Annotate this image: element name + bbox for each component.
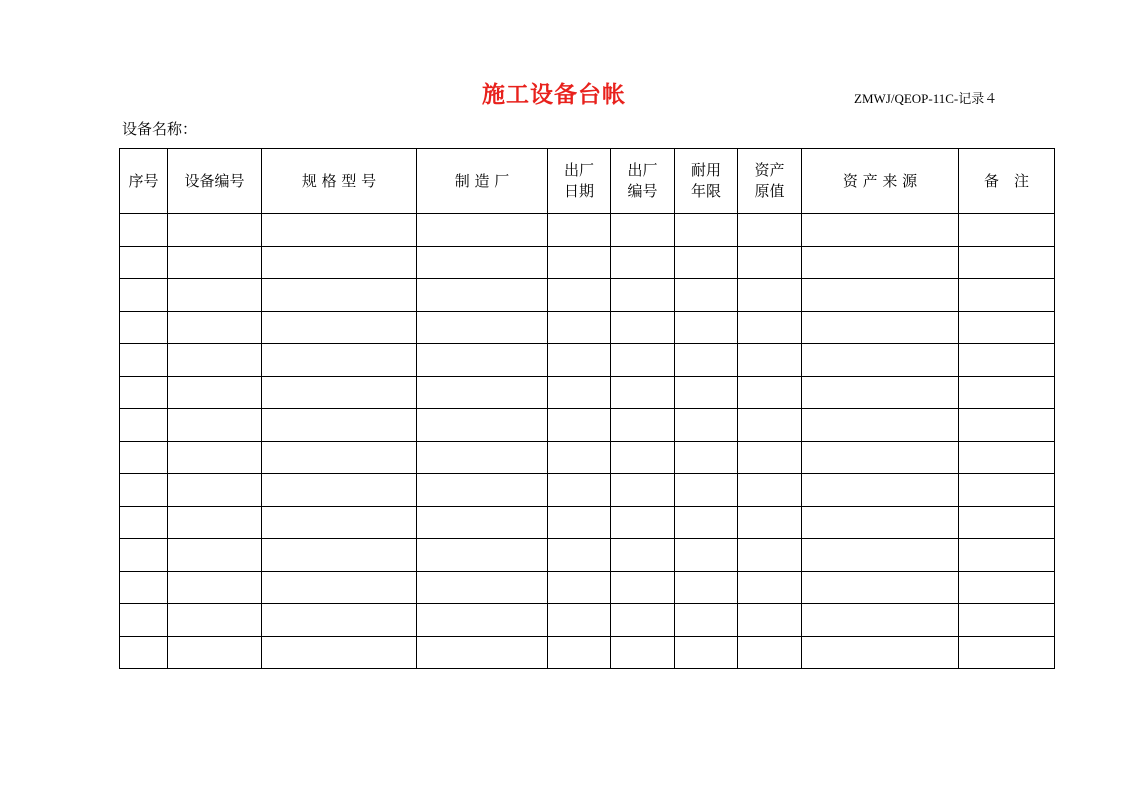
table-cell	[675, 246, 738, 279]
table-cell	[802, 604, 959, 637]
table-cell	[675, 214, 738, 247]
table-cell	[959, 246, 1055, 279]
table-cell	[802, 344, 959, 377]
column-header-text: 年限	[690, 182, 721, 200]
table-cell	[168, 409, 262, 442]
column-header-text: 备 注	[983, 171, 1029, 190]
table-cell	[168, 344, 262, 377]
table-row	[120, 214, 1055, 247]
table-cell	[611, 571, 675, 604]
column-header-text: 编号	[627, 182, 658, 200]
table-cell	[120, 474, 168, 507]
table-cell	[168, 441, 262, 474]
table-row	[120, 441, 1055, 474]
table-cell	[262, 246, 417, 279]
table-cell	[738, 409, 802, 442]
table-cell	[738, 506, 802, 539]
column-header	[168, 149, 262, 214]
table-cell	[959, 506, 1055, 539]
table-cell	[675, 376, 738, 409]
table-cell	[802, 506, 959, 539]
table-cell	[738, 376, 802, 409]
table-cell	[548, 636, 611, 669]
column-header	[959, 149, 1055, 214]
column-header	[120, 149, 168, 214]
table-cell	[611, 344, 675, 377]
table-cell	[262, 376, 417, 409]
table-cell	[802, 474, 959, 507]
table-cell	[959, 441, 1055, 474]
table-cell	[675, 279, 738, 312]
table-cell	[548, 604, 611, 637]
column-header	[675, 149, 738, 214]
table-cell	[802, 279, 959, 312]
table-cell	[417, 344, 548, 377]
table-cell	[168, 311, 262, 344]
column-header-text: 序号	[128, 171, 159, 190]
table-cell	[168, 636, 262, 669]
table-cell	[959, 344, 1055, 377]
column-header-text: 规 格 型 号	[301, 171, 377, 190]
table-cell	[548, 246, 611, 279]
table-cell	[738, 474, 802, 507]
table-cell	[168, 376, 262, 409]
table-cell	[959, 604, 1055, 637]
table-cell	[675, 409, 738, 442]
table-cell	[120, 344, 168, 377]
table-cell	[120, 604, 168, 637]
table-cell	[262, 636, 417, 669]
table-cell	[262, 506, 417, 539]
table-cell	[959, 376, 1055, 409]
table-row	[120, 376, 1055, 409]
table-cell	[262, 604, 417, 637]
document-code: ZMWJ/QEOP-11C-记录４	[854, 91, 998, 106]
table-cell	[802, 409, 959, 442]
column-header-text: 耐用	[690, 161, 721, 179]
table-cell	[611, 279, 675, 312]
table-cell	[675, 571, 738, 604]
table-cell	[168, 246, 262, 279]
column-header	[611, 149, 675, 214]
table-cell	[738, 604, 802, 637]
table-cell	[168, 279, 262, 312]
table-cell	[611, 506, 675, 539]
table-cell	[120, 376, 168, 409]
column-header	[262, 149, 417, 214]
table-cell	[738, 344, 802, 377]
table-cell	[611, 636, 675, 669]
table-cell	[417, 279, 548, 312]
table-row	[120, 506, 1055, 539]
table-cell	[959, 571, 1055, 604]
table-cell	[611, 311, 675, 344]
table-cell	[417, 539, 548, 572]
table-cell	[548, 344, 611, 377]
table-row	[120, 279, 1055, 312]
table-cell	[417, 376, 548, 409]
table-cell	[262, 311, 417, 344]
table-cell	[738, 571, 802, 604]
table-cell	[168, 604, 262, 637]
table-cell	[959, 311, 1055, 344]
table-cell	[262, 409, 417, 442]
table-cell	[959, 214, 1055, 247]
table-cell	[675, 441, 738, 474]
column-header-text: 设备编号	[184, 171, 245, 190]
table-cell	[417, 311, 548, 344]
table-cell	[120, 636, 168, 669]
table-cell	[548, 376, 611, 409]
table-cell	[959, 409, 1055, 442]
table-cell	[675, 636, 738, 669]
table-cell	[120, 571, 168, 604]
table-cell	[548, 441, 611, 474]
table-cell	[675, 344, 738, 377]
table-cell	[959, 279, 1055, 312]
table-cell	[738, 636, 802, 669]
table-cell	[738, 246, 802, 279]
table-cell	[417, 409, 548, 442]
page-title: 施工设备台帐	[482, 82, 626, 108]
table-cell	[548, 409, 611, 442]
table-row	[120, 539, 1055, 572]
table-cell	[548, 214, 611, 247]
table-row	[120, 311, 1055, 344]
table-cell	[548, 571, 611, 604]
column-header-text: 出厂	[627, 161, 658, 179]
table-cell	[168, 539, 262, 572]
table-cell	[738, 214, 802, 247]
column-header-text: 原值	[754, 182, 785, 200]
table-cell	[738, 279, 802, 312]
column-header	[417, 149, 548, 214]
table-cell	[548, 311, 611, 344]
table-cell	[802, 246, 959, 279]
equipment-ledger-table	[119, 148, 1055, 669]
table-header-row	[120, 149, 1055, 214]
table-cell	[959, 636, 1055, 669]
table-cell	[120, 279, 168, 312]
table-cell	[802, 571, 959, 604]
table-cell	[120, 506, 168, 539]
table-cell	[802, 376, 959, 409]
column-header	[738, 149, 802, 214]
table-cell	[120, 409, 168, 442]
table-cell	[611, 214, 675, 247]
table-cell	[120, 311, 168, 344]
table-cell	[611, 474, 675, 507]
table-cell	[675, 539, 738, 572]
column-header-text: 出厂	[563, 161, 594, 179]
table-cell	[120, 539, 168, 572]
table-cell	[675, 506, 738, 539]
table-cell	[611, 246, 675, 279]
table-row	[120, 571, 1055, 604]
column-header-text: 资 产 来 源	[842, 171, 918, 190]
table-cell	[262, 279, 417, 312]
table-cell	[548, 474, 611, 507]
table-cell	[262, 474, 417, 507]
table-row	[120, 604, 1055, 637]
table-cell	[168, 506, 262, 539]
table-cell	[738, 441, 802, 474]
table-row	[120, 636, 1055, 669]
table-cell	[120, 441, 168, 474]
table-cell	[417, 246, 548, 279]
table-cell	[262, 344, 417, 377]
table-cell	[611, 376, 675, 409]
table-cell	[120, 246, 168, 279]
table-row	[120, 474, 1055, 507]
table-cell	[738, 311, 802, 344]
table-cell	[611, 409, 675, 442]
table-cell	[611, 604, 675, 637]
table-cell	[802, 214, 959, 247]
table-row	[120, 409, 1055, 442]
table-cell	[548, 279, 611, 312]
column-header-text: 日期	[563, 182, 594, 200]
table-cell	[959, 474, 1055, 507]
table-cell	[168, 571, 262, 604]
table-cell	[802, 539, 959, 572]
table-cell	[417, 636, 548, 669]
table-cell	[675, 474, 738, 507]
table-cell	[802, 441, 959, 474]
table-row	[120, 246, 1055, 279]
table-cell	[417, 441, 548, 474]
equipment-name-label: 设备名称：	[122, 120, 198, 138]
table-cell	[262, 539, 417, 572]
table-cell	[262, 214, 417, 247]
table-cell	[548, 539, 611, 572]
table-cell	[959, 539, 1055, 572]
table-cell	[168, 474, 262, 507]
table-cell	[168, 214, 262, 247]
table-cell	[417, 214, 548, 247]
table-cell	[738, 539, 802, 572]
table-cell	[611, 539, 675, 572]
column-header	[802, 149, 959, 214]
table-cell	[802, 311, 959, 344]
column-header-text: 资产	[754, 161, 785, 179]
column-header	[548, 149, 611, 214]
table-cell	[262, 441, 417, 474]
table-cell	[120, 214, 168, 247]
table-cell	[675, 604, 738, 637]
table-cell	[548, 506, 611, 539]
column-header-text: 制 造 厂	[454, 171, 510, 190]
table-cell	[417, 571, 548, 604]
table-row	[120, 344, 1055, 377]
table-cell	[417, 474, 548, 507]
table-cell	[611, 441, 675, 474]
table-cell	[417, 604, 548, 637]
table-cell	[417, 506, 548, 539]
table-cell	[262, 571, 417, 604]
table-cell	[675, 311, 738, 344]
table-cell	[802, 636, 959, 669]
